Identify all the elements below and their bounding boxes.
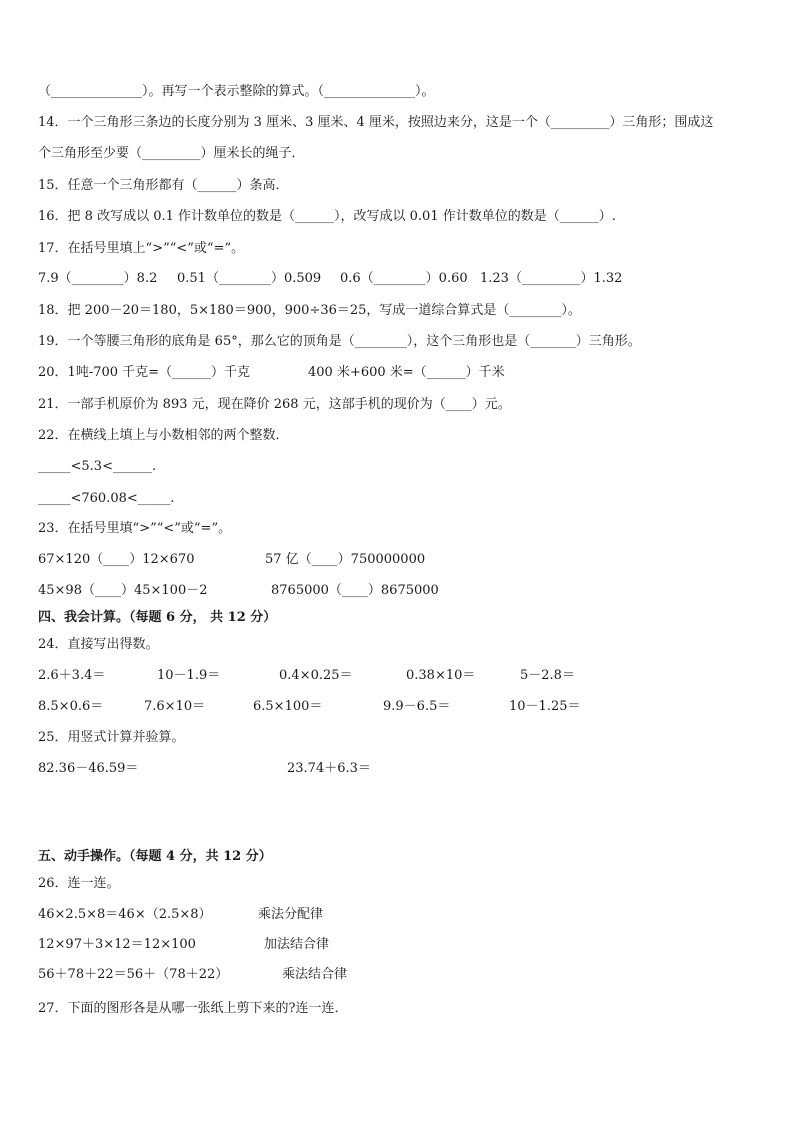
question-20-part-a: 20．1吨-700 千克=（______）千克 [38, 365, 251, 380]
q25-item-b: 23.74＋6.3＝ [287, 761, 371, 776]
question-26: 26．连一连。 [38, 876, 120, 891]
q26-right-2: 加法结合律 [264, 937, 330, 952]
question-17: 17．在括号里填上“>”“<”或“=”。 [38, 241, 245, 256]
q26-right-1: 乘法分配律 [258, 907, 324, 922]
q17-item-b: 0.51（________）0.509 [177, 271, 322, 286]
section-4-heading: 四、我会计算。（每题 6 分， 共 12 分） [38, 610, 277, 625]
q22-item-a: _____<5.3<______. [38, 459, 157, 474]
q26-right-3: 乘法结合律 [282, 967, 348, 982]
q24-r1-c1: 2.6＋3.4＝ [38, 668, 106, 683]
q24-r1-c5: 5－2.8＝ [520, 668, 575, 683]
q23-item-2b: 8765000（____）8675000 [271, 583, 439, 598]
q26-left-3: 56＋78＋22＝56＋（78＋22） [38, 967, 229, 982]
q24-r2-c3: 6.5×100＝ [253, 699, 323, 714]
question-19: 19．一个等腰三角形的底角是 65°，那么它的顶角是（________），这个三角形也是（_______）三角形。 [38, 334, 641, 349]
question-15: 15．任意一个三角形都有（______）条高． [38, 178, 289, 193]
q24-r2-c4: 9.9－6.5＝ [383, 699, 451, 714]
question-27: 27．下面的图形各是从哪一张纸上剪下来的?连一连． [38, 1001, 348, 1016]
question-20-part-b: 400 米+600 米=（______）千米 [308, 365, 505, 380]
question-21: 21．一部手机原价为 893 元，现在降价 268 元，这部手机的现价为（____）元。 [38, 397, 511, 412]
q24-r2-c5: 10－1.25＝ [509, 699, 581, 714]
q17-item-d: 1.23（_________）1.32 [480, 271, 623, 286]
q23-item-1a: 67×120（____）12×670 [38, 552, 195, 567]
q24-r2-c2: 7.6×10＝ [144, 699, 206, 714]
question-23: 23．在括号里填“>”“<”或“=”。 [38, 521, 232, 536]
section-5-heading: 五、动手操作。（每题 4 分，共 12 分） [38, 849, 272, 864]
q26-left-1: 46×2.5×8＝46×（2.5×8） [38, 907, 212, 922]
q23-item-2a: 45×98（____）45×100－2 [38, 583, 208, 598]
q25-item-a: 82.36－46.59＝ [38, 761, 139, 776]
q24-r1-c2: 10－1.9＝ [157, 668, 221, 683]
q13-continuation: （______________）。再写一个表示整除的算式。（______________）。 [38, 84, 435, 99]
q17-item-a: 7.9（________）8.2 [38, 271, 158, 286]
q24-r1-c3: 0.4×0.25＝ [279, 668, 353, 683]
question-22: 22．在横线上填上与小数相邻的两个整数． [38, 428, 289, 443]
q23-item-1b: 57 亿（____）750000000 [265, 552, 426, 567]
question-18: 18．把 200－20＝180，5×180＝900，900÷36＝25，写成一道综合算式是（________）。 [38, 303, 581, 318]
question-24: 24．直接写出得数。 [38, 637, 159, 652]
question-25: 25．用竖式计算并验算。 [38, 730, 185, 745]
q24-r1-c4: 0.38×10＝ [406, 668, 476, 683]
question-14-line2: 个三角形至少要（_________）厘米长的绳子． [38, 146, 305, 161]
question-14-line1: 14．一个三角形三条边的长度分别为 3 厘米、3 厘米、4 厘米，按照边来分，这是一个（_________）三角形；围成这 [38, 115, 714, 130]
q24-r2-c1: 8.5×0.6＝ [38, 699, 104, 714]
q22-item-b: _____<760.08<_____. [38, 491, 175, 506]
q17-item-c: 0.6（________）0.60 [340, 271, 468, 286]
question-16: 16．把 8 改写成以 0.1 作计数单位的数是（______），改写成以 0.01 作计数单位的数是（______）. [38, 209, 616, 224]
q26-left-2: 12×97＋3×12＝12×100 [38, 937, 196, 952]
